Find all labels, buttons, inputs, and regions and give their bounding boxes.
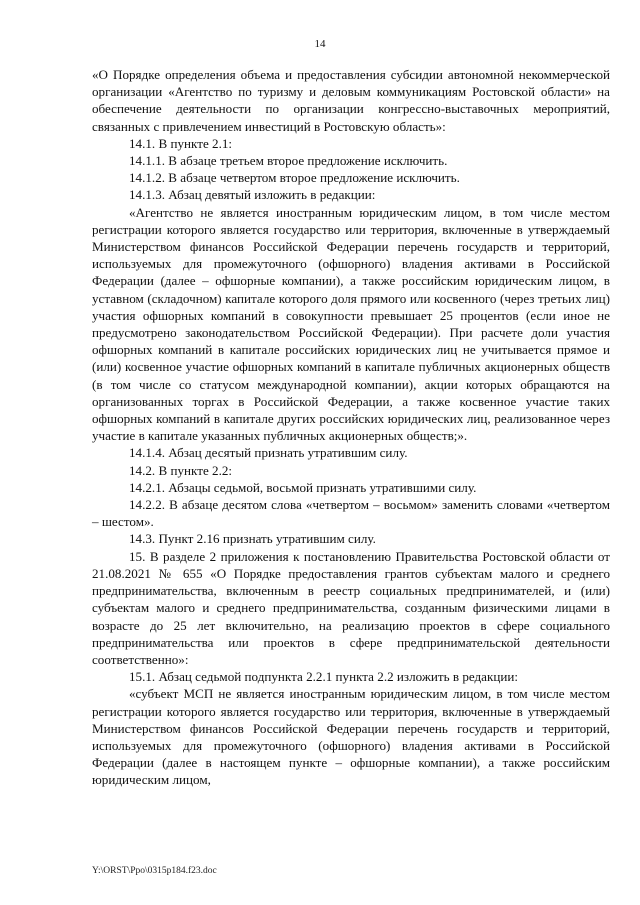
paragraph-14-1-3: 14.1.3. Абзац девятый изложить в редакции: bbox=[129, 187, 376, 203]
paragraph-14-1-4: 14.1.4. Абзац десятый признать утратившим силу. bbox=[129, 445, 408, 461]
paragraph-15-1: 15.1. Абзац седьмой подпункта 2.2.1 пункта 2.2 изложить в редакции: bbox=[129, 669, 519, 685]
footer-file-path: Y:\ORST\Ppo\0315p184.f23.doc bbox=[92, 866, 217, 876]
paragraph-14-2-1: 14.2.1. Абзацы седьмой, восьмой признать утратившими силу. bbox=[129, 479, 477, 495]
page-number: 14 bbox=[314, 38, 326, 50]
document-body bbox=[92, 66, 610, 789]
paragraph-14-2: 14.2. В пункте 2.2: bbox=[129, 462, 233, 478]
paragraph-14-2-2: 14.2.2. В абзаце десятом слова «четвертом – восьмом» заменить словами «четвертом – шестом». bbox=[92, 497, 610, 530]
paragraph-sme-quote: «субъект МСП не является иностранным юридическим лицом, в том числе местом регистрации которого является государство или территория, включенные в утверждаемый Министерством финансов Российской Федерации перечень государств и территорий, используемых для промежуточного (офшорного) владения активами в Российской Федерации (далее в настоящем пункте – офшорные компании), а также российским юридическим лицом, bbox=[92, 686, 610, 788]
paragraph-title-continuation: «О Порядке определения объема и предоставления субсидии автономной некоммерческой организации «Агентство по туризму и деловым коммуникациям Ростовской области» на обеспечение деятельности по организации конгрессно-выставочных мероприятий, связанных с привлечением инвестиций в Ростовскую область»: bbox=[92, 67, 610, 134]
paragraph-14-1: 14.1. В пункте 2.1: bbox=[129, 135, 233, 151]
paragraph-14-3: 14.3. Пункт 2.16 признать утратившим силу. bbox=[129, 531, 376, 547]
paragraph-14-1-1: 14.1.1. В абзаце третьем второе предложение исключить. bbox=[129, 153, 448, 169]
paragraph-agency-quote: «Агентство не является иностранным юридическим лицом, в том числе местом регистрации которого является государство или территория, включенные в утверждаемый Министерством финансов Российской Федерации перечень государств и территорий, используемых для промежуточного (офшорного) владения активами в Российской Федерации (далее – офшорные компании), а также российским юридическим лицом, в уставном (складочном) капитале которого доля прямого или косвенного (через третьих лиц) участия офшорных компаний в совокупности превышает 25 процентов (если иное не предусмотрено законодательством Российской Федерации). При расчете доли участия офшорных компаний в капитале российских юридических лиц не учитывается прямое и (или) косвенное участие офшорных компаний в капитале публичных акционерных обществ (в том числе со статусом международной компании), акции которых обращаются на организованных торгах в Российской Федерации, а также косвенное участие таких офшорных компаний в капитале других российских юридических лиц, реализованное через участие в капитале указанных публичных акционерных обществ;». bbox=[92, 204, 610, 444]
paragraph-14-1-2: 14.1.2. В абзаце четвертом второе предложение исключить. bbox=[129, 170, 460, 186]
paragraph-15: 15. В разделе 2 приложения к постановлению Правительства Ростовской области от 21.08.2021 № 655 «О Порядке предоставления грантов субъектам малого и среднего предпринимательства, включенным в реестр социальных предпринимателей, и (или) субъектам малого и среднего предпринимательства, созданным физическими лицами в возрасте до 25 лет включительно, на реализацию проектов в сфере социального предпринимательства или проектов в сфере предпринимательской деятельности соответственно»: bbox=[92, 548, 610, 667]
